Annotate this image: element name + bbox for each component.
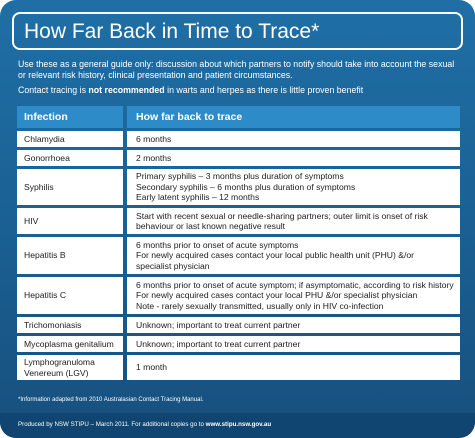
title-box bbox=[12, 12, 463, 50]
table-row-hepatitis-c bbox=[17, 277, 460, 314]
infection-cell: Hepatitis B bbox=[17, 237, 123, 274]
trace-line: specialist physician bbox=[136, 260, 210, 271]
trace-line: Unknown; important to treat current partner bbox=[136, 319, 301, 330]
trace-line: Start with recent sexual or needle-sharing partners; outer limit is onset of risk bbox=[136, 210, 428, 221]
trace-line: Early latent syphilis – 12 months bbox=[136, 192, 260, 203]
trace-line: 2 months bbox=[136, 152, 172, 163]
footer-text bbox=[18, 421, 271, 429]
intro-text: Use these as a general guide only: discussion about which partners to notify should take into account the sexual or relevant risk history, clinical presentation and patient circumstances. bbox=[18, 59, 455, 80]
trace-line: For newly acquired cases contact your local public health unit (PHU) &/or bbox=[136, 250, 414, 261]
trace-line: Secondary syphilis – 6 months plus duration of symptoms bbox=[136, 181, 356, 192]
trace-cell bbox=[127, 131, 460, 147]
header-infection: Infection bbox=[17, 106, 123, 128]
footer-url[interactable]: www.stipu.nsw.gov.au bbox=[205, 421, 272, 428]
table-row-chlamydia bbox=[17, 131, 460, 147]
note-after: in warts and herpes as there is little proven benefit bbox=[164, 85, 364, 95]
recommendation-note bbox=[18, 85, 458, 96]
footer-credit: Produced by NSW STIPU – March 2011. For additional copies go to bbox=[18, 421, 206, 428]
table-row-hepatitis-b bbox=[17, 237, 460, 274]
trace-cell bbox=[127, 150, 460, 166]
note-bold: not recommended bbox=[88, 85, 165, 95]
table-row-syphilis bbox=[17, 169, 460, 205]
infection-cell: Mycoplasma genitalium bbox=[17, 336, 123, 352]
trace-cell bbox=[127, 336, 460, 352]
trace-cell bbox=[127, 317, 460, 333]
header-trace-period: How far back to trace bbox=[127, 106, 460, 128]
infection-cell: HIV bbox=[17, 208, 123, 234]
trace-line: Unknown; important to treat current partner bbox=[136, 338, 301, 349]
trace-line: 1 month bbox=[136, 362, 168, 373]
trace-cell bbox=[127, 208, 460, 234]
table-row-hiv bbox=[17, 208, 460, 234]
trace-line: Primary syphilis – 3 months plus duration of symptoms bbox=[136, 171, 344, 182]
page-title: How Far Back in Time to Trace* bbox=[24, 20, 320, 43]
trace-line: 6 months bbox=[136, 133, 172, 144]
table-header-row bbox=[17, 106, 460, 128]
tracing-table bbox=[17, 106, 460, 383]
infection-cell: Gonorrhoea bbox=[17, 150, 123, 166]
trace-line: 6 months prior to onset of acute symptom; if asymptomatic, according to risk history bbox=[136, 279, 454, 290]
footnote: *Information adapted from 2010 Australasian Contact Tracing Manual. bbox=[18, 397, 204, 403]
note-before: Contact tracing is bbox=[18, 85, 89, 95]
infection-cell: Trichomoniasis bbox=[17, 317, 123, 333]
footer-bar bbox=[0, 413, 475, 438]
infection-cell: Hepatitis C bbox=[17, 277, 123, 314]
infection-cell: Chlamydia bbox=[17, 131, 123, 147]
table-row-gonorrhoea bbox=[17, 150, 460, 166]
trace-line: For newly acquired cases contact your local PHU &/or specialist physician bbox=[136, 290, 418, 301]
table-row-lgv bbox=[17, 355, 460, 380]
trace-cell bbox=[127, 169, 460, 205]
table-row-mycoplasma bbox=[17, 336, 460, 352]
trace-line: behaviour or last known negative result bbox=[136, 221, 286, 231]
infection-cell: Syphilis bbox=[17, 169, 123, 205]
trace-cell bbox=[127, 355, 460, 380]
trace-cell bbox=[127, 237, 460, 274]
trace-cell bbox=[127, 277, 460, 314]
infection-cell: Lymphogranuloma Venereum (LGV) bbox=[17, 355, 123, 380]
table-row-trichomoniasis bbox=[17, 317, 460, 333]
trace-line: Note - rarely sexually transmitted, usually only in HIV co-infection bbox=[136, 300, 384, 311]
trace-line: 6 months prior to onset of acute symptoms bbox=[136, 239, 299, 250]
